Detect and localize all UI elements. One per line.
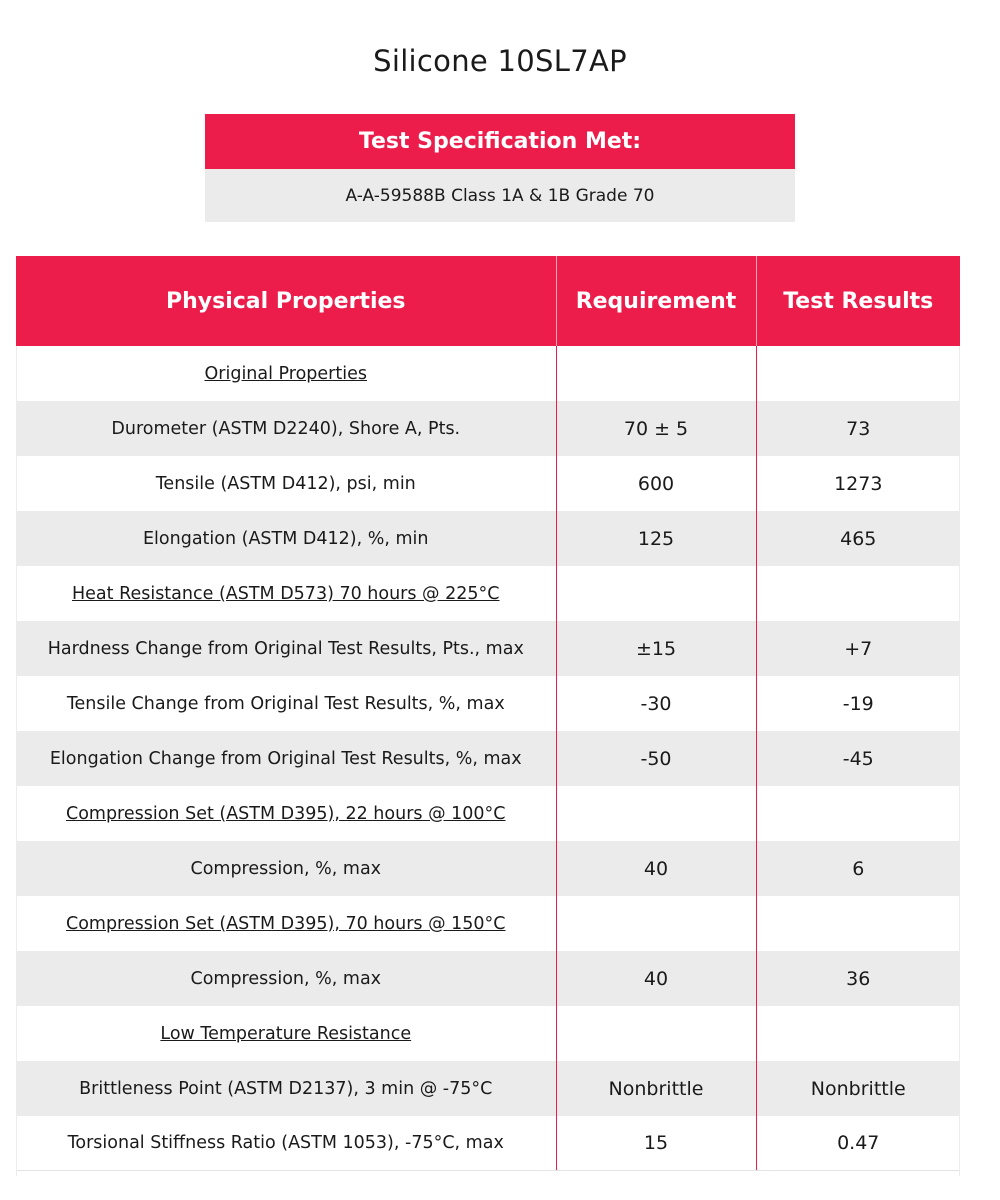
- row-label: Tensile Change from Original Test Results, %, max: [66, 693, 505, 714]
- row-label: Elongation Change from Original Test Results, %, max: [16, 731, 556, 786]
- requirement-cell: 40: [556, 841, 756, 896]
- test-specification-box: [205, 114, 795, 222]
- requirement-cell: [556, 346, 756, 401]
- table-row: [16, 841, 960, 896]
- requirement-cell: -50: [556, 731, 756, 786]
- table-header-row: [16, 256, 960, 346]
- requirement-cell: [556, 1006, 756, 1061]
- row-label: Torsional Stiffness Ratio (ASTM 1053), -75°C, max: [16, 1116, 556, 1171]
- section-heading: Original Properties: [204, 363, 367, 384]
- section-heading: Compression Set (ASTM D395), 22 hours @ 100°C: [65, 803, 506, 824]
- table-row: [16, 511, 960, 566]
- requirement-cell: 70 ± 5: [556, 401, 756, 456]
- table-row: [16, 621, 960, 676]
- result-cell: 36: [756, 951, 960, 1006]
- section-row-low-temperature-resistance: [16, 1006, 960, 1061]
- result-cell: [756, 1006, 960, 1061]
- row-label: Brittleness Point (ASTM D2137), 3 min @ -75°C: [16, 1061, 556, 1116]
- requirement-cell: -30: [556, 676, 756, 731]
- row-label: Tensile (ASTM D412), psi, min: [155, 473, 416, 494]
- result-cell: +7: [756, 621, 960, 676]
- test-specification-heading: Test Specification Met:: [205, 114, 795, 169]
- requirement-cell: [556, 566, 756, 621]
- row-label: Hardness Change from Original Test Results, Pts., max: [16, 621, 556, 676]
- result-cell: 1273: [756, 456, 960, 511]
- row-label: [16, 346, 556, 401]
- requirement-cell: [556, 786, 756, 841]
- row-label: [16, 566, 556, 621]
- table-row: [16, 1116, 960, 1171]
- table-row: [16, 1061, 960, 1116]
- requirement-cell: ±15: [556, 621, 756, 676]
- result-cell: [756, 786, 960, 841]
- result-cell: [756, 896, 960, 951]
- requirement-cell: Nonbrittle: [556, 1061, 756, 1116]
- row-label: [16, 786, 556, 841]
- section-row-compression-set-100c: [16, 786, 960, 841]
- header-requirement: Requirement: [556, 256, 756, 346]
- result-cell: [756, 566, 960, 621]
- result-cell: 0.47: [756, 1116, 960, 1171]
- row-label: Durometer (ASTM D2240), Shore A, Pts.: [16, 401, 556, 456]
- table-left-border: [16, 346, 17, 1176]
- section-row-heat-resistance: [16, 566, 960, 621]
- table-row: [16, 951, 960, 1006]
- requirement-cell: 125: [556, 511, 756, 566]
- requirement-cell: 15: [556, 1116, 756, 1171]
- result-cell: 73: [756, 401, 960, 456]
- test-specification-value: A-A-59588B Class 1A & 1B Grade 70: [205, 169, 795, 222]
- row-label: [16, 896, 556, 951]
- requirement-cell: [556, 896, 756, 951]
- requirement-cell: 600: [556, 456, 756, 511]
- result-cell: Nonbrittle: [756, 1061, 960, 1116]
- result-cell: 465: [756, 511, 960, 566]
- requirement-cell: 40: [556, 951, 756, 1006]
- row-label: Compression, %, max: [16, 951, 556, 1006]
- result-cell: [756, 346, 960, 401]
- physical-properties-table: [16, 256, 960, 1171]
- page-title: Silicone 10SL7AP: [373, 44, 627, 78]
- header-test-results: Test Results: [756, 256, 960, 346]
- table-row: [16, 401, 960, 456]
- section-row-original-properties: [16, 346, 960, 401]
- row-label: [16, 1006, 556, 1061]
- result-cell: 6: [756, 841, 960, 896]
- table-row: [16, 456, 960, 511]
- section-heading: Compression Set (ASTM D395), 70 hours @ 150°C: [65, 913, 506, 934]
- table-row: [16, 731, 960, 786]
- table-row: [16, 676, 960, 731]
- row-label: Elongation (ASTM D412), %, min: [16, 511, 556, 566]
- result-cell: -45: [756, 731, 960, 786]
- table-right-border: [959, 346, 960, 1176]
- section-row-compression-set-150c: [16, 896, 960, 951]
- section-heading: Heat Resistance (ASTM D573) 70 hours @ 225°C: [72, 583, 500, 604]
- section-heading: Low Temperature Resistance: [160, 1023, 412, 1044]
- result-cell: -19: [756, 676, 960, 731]
- row-label: Compression, %, max: [16, 841, 556, 896]
- header-physical-properties: Physical Properties: [16, 256, 556, 346]
